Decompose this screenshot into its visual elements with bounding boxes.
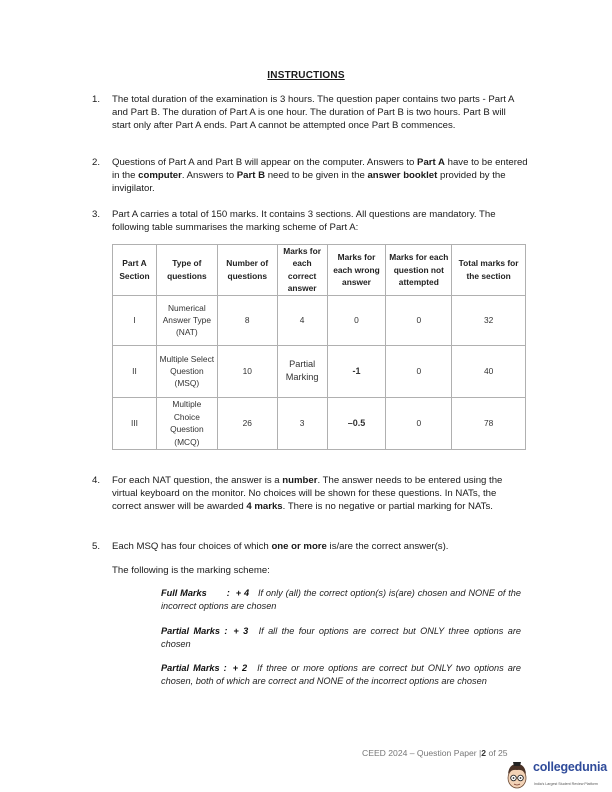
- item-number: 4.: [92, 475, 101, 486]
- item-number: 3.: [92, 209, 101, 220]
- item-text: Each MSQ has four choices of which one or more is/are the correct answer(s).: [112, 541, 449, 552]
- item-text: For each NAT question, the answer is a number. The answer needs to be entered using the virtual keyboard on the monitor. No choices will be shown for these questions. In NATs, the correct answer will be awarded 4 marks. There is no negative or partial marking for NATs.: [112, 475, 503, 512]
- table-cell: 0: [386, 397, 452, 449]
- table-cell: 40: [452, 345, 526, 397]
- marking-rule-partial-3: [161, 625, 521, 651]
- table-row: [113, 397, 526, 449]
- mascot-icon: [505, 760, 529, 790]
- table-row: [113, 345, 526, 397]
- rule-separator: :: [223, 663, 227, 673]
- collegedunia-watermark: [503, 758, 612, 792]
- item-text: Part A carries a total of 150 marks. It contains 3 sections. All questions are mandatory. The following table summarises the marking scheme of Part A:: [112, 209, 496, 233]
- page-footer: [362, 747, 508, 760]
- page-title: INSTRUCTIONS: [267, 70, 345, 81]
- column-header: Marks for each correct answer: [277, 245, 327, 296]
- footer-page-number: 2: [481, 748, 487, 758]
- table-cell: 4: [277, 295, 327, 345]
- table-row: [113, 295, 526, 345]
- table-cell: 10: [217, 345, 277, 397]
- rule-points: + 2: [232, 663, 248, 673]
- item-number: 1.: [92, 94, 101, 105]
- rule-separator: :: [224, 626, 228, 636]
- rule-description: If all the four options are correct but ONLY three options are chosen: [161, 626, 521, 650]
- table-cell: II: [113, 345, 157, 397]
- table-cell: 32: [452, 295, 526, 345]
- instruction-item-5: [92, 540, 532, 577]
- instruction-item-1: [92, 93, 532, 132]
- marking-rule-partial-2: [161, 662, 521, 688]
- rule-points: + 4: [235, 588, 250, 598]
- instruction-item-2: [92, 156, 532, 195]
- rule-label: Partial Marks: [161, 626, 220, 636]
- table-cell: -1: [327, 345, 386, 397]
- table-cell: 0: [386, 345, 452, 397]
- table-cell: Multiple Select Question (MSQ): [156, 345, 217, 397]
- column-header: Part A Section: [113, 245, 157, 296]
- rule-description: If only (all) the correct option(s) is(are) chosen and NONE of the incorrect options are chosen: [161, 588, 521, 612]
- item-subtext: The following is the marking scheme:: [112, 565, 270, 576]
- item-text: Questions of Part A and Part B will appear on the computer. Answers to Part A have to be entered in the computer. Answers to Part B need to be given in the answer booklet provided by the invigilator.: [112, 157, 528, 194]
- column-header: Type of questions: [156, 245, 217, 296]
- table-cell: –0.5: [327, 397, 386, 449]
- footer-page-total: of 25: [486, 748, 508, 758]
- marking-rule-full: [161, 587, 521, 613]
- instruction-item-4: [92, 474, 532, 513]
- footer-title: CEED 2024 – Question Paper |: [362, 748, 482, 758]
- rule-label: Full Marks: [161, 588, 207, 598]
- rule-points: + 3: [233, 626, 249, 636]
- column-header: Marks for each wrong answer: [327, 245, 386, 296]
- table-cell: 3: [277, 397, 327, 449]
- item-number: 5.: [92, 541, 101, 552]
- rule-label: Partial Marks: [161, 663, 220, 673]
- table-cell: 0: [386, 295, 452, 345]
- rule-description: If three or more options are correct but ONLY two options are chosen, both of which are correct and NONE of the incorrect options are chosen: [161, 663, 521, 687]
- instruction-item-3: [92, 208, 532, 234]
- table-cell: 0: [327, 295, 386, 345]
- table-cell: 26: [217, 397, 277, 449]
- brand-name: collegedunia: [533, 760, 608, 774]
- column-header: Marks for each question not attempted: [386, 245, 452, 296]
- table-cell: 78: [452, 397, 526, 449]
- table-cell: Multiple Choice Question (MCQ): [156, 397, 217, 449]
- table-cell: 8: [217, 295, 277, 345]
- table-header-row: [113, 245, 526, 296]
- table-cell: Numerical Answer Type (NAT): [156, 295, 217, 345]
- column-header: Number of questions: [217, 245, 277, 296]
- table-cell: Partial Marking: [277, 345, 327, 397]
- brand-tagline: India's Largest Student Review Platform: [534, 782, 598, 786]
- item-number: 2.: [92, 157, 101, 168]
- marking-scheme-table: [112, 244, 526, 450]
- table-cell: III: [113, 397, 157, 449]
- rule-separator: :: [226, 588, 230, 598]
- table-cell: I: [113, 295, 157, 345]
- item-text: The total duration of the examination is 3 hours. The question paper contains two parts - Part A and Part B. The duration of Part A is one hour. The duration of Part B is two hours. Part B will start only after Part A ends. Part A cannot be attempted once Part B commences.: [112, 94, 514, 131]
- column-header: Total marks for the section: [452, 245, 526, 296]
